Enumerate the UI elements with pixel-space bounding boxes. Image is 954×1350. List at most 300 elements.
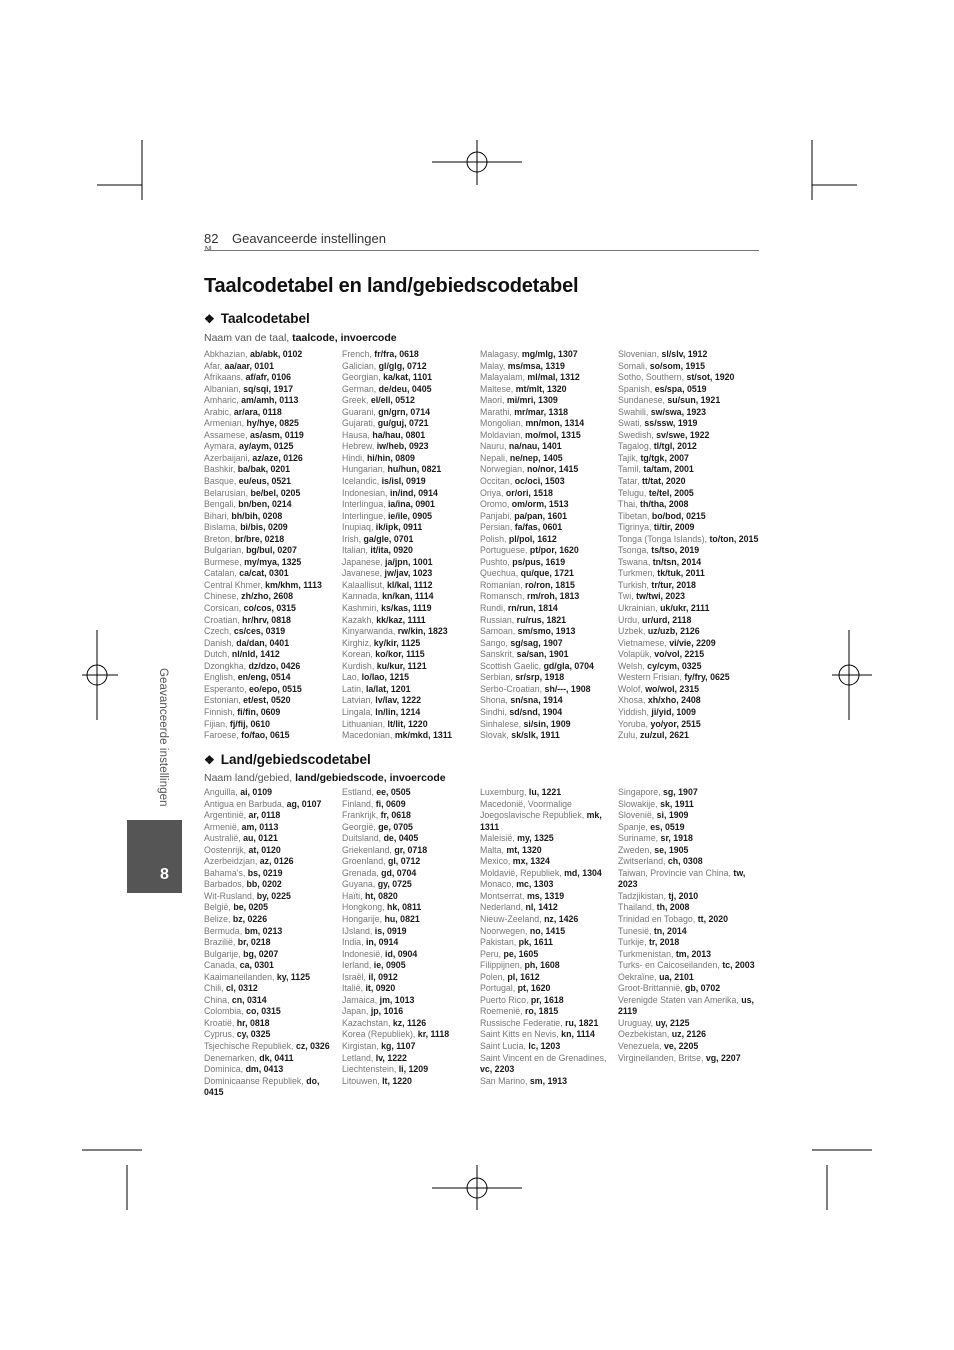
entry-code: sk/slk, 1911 (511, 730, 560, 741)
country-column (342, 787, 480, 1099)
entry-code: so/som, 1915 (649, 360, 706, 371)
entry-code: sk, 1911 (660, 798, 694, 809)
country-entry (480, 891, 618, 903)
entry-code: in/ind, 0914 (389, 487, 438, 498)
entry-code: kz, 1126 (392, 1017, 427, 1028)
entry-code: bs, 0219 (247, 867, 283, 878)
entry-name: Spanish, (618, 383, 655, 394)
language-entry (480, 441, 618, 453)
language-entry (204, 695, 342, 707)
entry-code: et/est, 0520 (243, 695, 291, 706)
language-entry (618, 349, 760, 361)
entry-code: uz, 2126 (671, 1029, 707, 1040)
language-entry (480, 661, 618, 673)
language-entry (480, 684, 618, 696)
entry-name: Slovenian, (618, 349, 662, 359)
language-entry (342, 534, 480, 546)
language-entry (342, 464, 480, 476)
country-entry (480, 914, 618, 926)
country-entry (618, 787, 760, 799)
country-entry (618, 891, 760, 903)
entry-code: ky/kir, 1125 (373, 637, 421, 648)
entry-code: ik/ipk, 0911 (375, 522, 423, 533)
entry-name: Azerbeidzjan, (204, 856, 260, 867)
country-entry (342, 868, 480, 880)
entry-code: wo/wol, 2315 (645, 683, 699, 694)
entry-code: ca/cat, 0301 (239, 568, 289, 579)
entry-code: sm, 1913 (529, 1075, 568, 1086)
entry-code: zh/zho, 2608 (241, 591, 293, 602)
language-entry (342, 557, 480, 569)
entry-name: Liechtenstein, (342, 1064, 399, 1075)
country-entry (618, 902, 760, 914)
entry-code: gn/grn, 0714 (378, 406, 431, 417)
entry-code: vo/vol, 2215 (654, 649, 705, 660)
entry-code: cz, 0326 (295, 1041, 330, 1052)
entry-name: Lao, (342, 672, 362, 683)
entry-name: Oezbekistan, (618, 1029, 672, 1040)
country-entry (342, 937, 480, 949)
entry-code: sr/srp, 1918 (515, 672, 565, 683)
entry-code: xh/xho, 2408 (647, 695, 701, 706)
entry-code: ks/kas, 1119 (381, 603, 432, 614)
country-entry (204, 822, 342, 834)
entry-code: fo/fao, 0615 (241, 730, 290, 741)
entry-name: Czech, (204, 626, 234, 637)
language-entry (618, 580, 760, 592)
entry-name: Hongarije, (342, 914, 385, 925)
entry-name: Abkhazian, (204, 349, 250, 359)
entry-code: bo/bod, 0215 (651, 510, 706, 521)
entry-code: hy/hye, 0825 (246, 418, 299, 429)
language-entry (618, 707, 760, 719)
language-entry (480, 476, 618, 488)
entry-name: Oriya, (480, 487, 506, 498)
entry-code: ur/urd, 2118 (641, 614, 692, 625)
entry-name: Bislama, (204, 522, 241, 533)
entry-name: Panjabi, (480, 510, 515, 521)
entry-code: jp, 1016 (370, 1006, 404, 1017)
entry-name: Montserrat, (480, 890, 527, 901)
entry-name: Interlingue, (342, 510, 388, 521)
language-entry (342, 568, 480, 580)
entry-code: vc, 2203 (480, 1064, 515, 1075)
language-entry (342, 730, 480, 742)
language-entry (342, 545, 480, 557)
entry-name: Bulgarian, (204, 545, 247, 556)
entry-name: Amharic, (204, 395, 242, 406)
entry-code: hi/hin, 0809 (366, 452, 415, 463)
entry-code: kk/kaz, 1111 (376, 614, 426, 625)
entry-name: Taiwan, Provincie van China, (618, 867, 734, 878)
entry-name: Guarani, (342, 406, 379, 417)
entry-name: België, (204, 902, 234, 913)
entry-name: Urdu, (618, 614, 642, 625)
entry-code: tl/tgl, 2012 (653, 441, 697, 452)
entry-code: vi/vie, 2209 (669, 637, 716, 648)
entry-code: aa/aar, 0101 (224, 360, 274, 371)
language-entry (480, 638, 618, 650)
entry-code: ba/bak, 0201 (237, 464, 291, 475)
entry-code: mn/mon, 1314 (525, 418, 585, 429)
entry-code: ab/abk, 0102 (249, 349, 303, 359)
entry-code: bm, 0213 (244, 925, 283, 936)
entry-name: Mexico, (480, 856, 513, 867)
entry-name: Anguilla, (204, 787, 241, 797)
entry-name: Chinese, (204, 591, 242, 602)
page-title: Taalcodetabel en land/gebiedscodetabel (204, 275, 579, 297)
entry-name: Assamese, (204, 429, 250, 440)
country-entry (204, 926, 342, 938)
language-entry (618, 545, 760, 557)
entry-name: Oekraïne, (618, 971, 660, 982)
entry-name: Dominicaanse Republiek, (204, 1075, 307, 1086)
entry-name: Tonga (Tonga Islands), (618, 533, 710, 544)
entry-name: Venezuela, (618, 1041, 664, 1052)
entry-code: fy/fry, 0625 (684, 672, 730, 683)
language-entry (480, 568, 618, 580)
side-chapter-label: Geavanceerde instellingen (157, 668, 169, 807)
entry-code: bi/bis, 0209 (240, 522, 288, 533)
language-entry (618, 626, 760, 638)
entry-name: Latvian, (342, 695, 376, 706)
country-entry (480, 787, 618, 799)
entry-code: gd/gla, 0704 (543, 660, 594, 671)
entry-name: Puerto Rico, (480, 994, 531, 1005)
entry-code: pt, 1620 (517, 983, 551, 994)
entry-name: Bahama's, (204, 867, 248, 878)
entry-code: gb, 0702 (684, 983, 721, 994)
language-entry (480, 499, 618, 511)
entry-code: mg/mlg, 1307 (521, 349, 578, 359)
language-entry (204, 568, 342, 580)
language-entry (480, 591, 618, 603)
entry-code: lt, 1220 (382, 1075, 412, 1086)
entry-name: Zwitserland, (618, 856, 668, 867)
entry-name: Haïti, (342, 890, 365, 901)
entry-name: Tibetan, (618, 510, 652, 521)
country-entry (342, 1053, 480, 1065)
entry-name: Irish, (342, 533, 364, 544)
entry-name: Norwegian, (480, 464, 527, 475)
entry-name: Turks- en Caicoseilanden, (618, 960, 723, 971)
entry-name: Noorwegen, (480, 925, 530, 936)
language-entry (618, 672, 760, 684)
entry-name: Danish, (204, 637, 237, 648)
country-entry (618, 799, 760, 811)
entry-name: Italië, (342, 983, 366, 994)
page-number: 82 (204, 231, 219, 246)
language-entry (342, 580, 480, 592)
entry-name: Luxemburg, (480, 787, 529, 797)
entry-name: Interlingua, (342, 499, 388, 510)
entry-name: Roemenië, (480, 1006, 525, 1017)
entry-code: fi/fin, 0609 (237, 706, 281, 717)
registration-mark-bottom (432, 1165, 522, 1210)
language-entry (204, 672, 342, 684)
language-entry (204, 603, 342, 615)
entry-name: Brazilië, (204, 937, 238, 948)
entry-name: Korean, (342, 649, 376, 660)
country-entry (342, 1041, 480, 1053)
language-entry (618, 591, 760, 603)
entry-name: Corsican, (204, 603, 244, 614)
entry-code: ve, 2205 (663, 1041, 699, 1052)
entry-code: dk, 0411 (259, 1052, 294, 1063)
entry-name: Tigrinya, (618, 522, 654, 533)
entry-name: Hausa, (342, 429, 373, 440)
language-entry (618, 615, 760, 627)
running-section-title: Geavanceerde instellingen (232, 231, 386, 246)
language-entry (204, 418, 342, 430)
entry-code: gr, 0718 (394, 844, 428, 855)
entry-code: bh/bih, 0208 (231, 510, 283, 521)
language-column (342, 349, 480, 742)
entry-name: Hongkong, (342, 902, 387, 913)
diamond-bullet-icon: ❖ (204, 753, 215, 767)
language-entry (204, 684, 342, 696)
entry-code: si, 1909 (656, 810, 689, 821)
country-entry (480, 1076, 618, 1088)
entry-code: pt/por, 1620 (529, 545, 579, 556)
entry-code: ro/ron, 1815 (525, 579, 575, 590)
language-entry (204, 730, 342, 742)
country-entry (618, 1041, 760, 1053)
entry-code: sr, 1918 (660, 833, 693, 844)
entry-name: Central Khmer, (204, 579, 266, 590)
country-entry (204, 799, 342, 811)
entry-code: zu/zul, 2621 (640, 730, 689, 741)
country-entry (618, 833, 760, 845)
country-entry (204, 1018, 342, 1030)
language-entry (204, 499, 342, 511)
language-entry (204, 395, 342, 407)
entry-code: br, 0218 (237, 937, 271, 948)
entry-name: Kashmiri, (342, 603, 382, 614)
entry-code: kn, 1114 (561, 1029, 595, 1040)
entry-name: Esperanto, (204, 683, 249, 694)
entry-code: mt/mlt, 1320 (515, 383, 567, 394)
entry-code: mo/mol, 1315 (525, 429, 581, 440)
entry-code: it, 0920 (365, 983, 396, 994)
entry-name: Twi, (618, 591, 637, 602)
entry-code: gu/guj, 0721 (377, 418, 429, 429)
language-entry (618, 719, 760, 731)
entry-code: ca, 0301 (239, 960, 274, 971)
entry-code: gy, 0725 (377, 879, 412, 890)
entry-name: Armenië, (204, 821, 242, 832)
language-entry (618, 603, 760, 615)
entry-code: mr/mar, 1318 (514, 406, 569, 417)
language-entry (480, 349, 618, 361)
entry-name: Turkmen, (618, 568, 658, 579)
entry-name: Sanskrit, (480, 649, 517, 660)
entry-code: us, 2119 (618, 994, 754, 1017)
language-entry (618, 384, 760, 396)
entry-name: Western Frisian, (618, 672, 685, 683)
entry-name: Italian, (342, 545, 371, 556)
language-entry (618, 684, 760, 696)
language-entry (204, 522, 342, 534)
entry-name: Maori, (480, 395, 507, 406)
entry-code: fr, 0618 (380, 810, 411, 821)
entry-code: uy, 2125 (655, 1017, 690, 1028)
language-entry (618, 557, 760, 569)
entry-code: tg/tgk, 2007 (640, 452, 689, 463)
column-header-name: Naam land/gebied, (204, 772, 293, 784)
entry-name: Griekenland, (342, 844, 395, 855)
language-entry (618, 476, 760, 488)
entry-code: ps/pus, 1619 (512, 556, 566, 567)
language-entry (342, 384, 480, 396)
chapter-tab (127, 820, 182, 893)
entry-code: ga/gle, 0701 (363, 533, 414, 544)
entry-code: az, 0126 (259, 856, 294, 867)
entry-code: pl, 1612 (507, 971, 540, 982)
entry-name: Tsonga, (618, 545, 652, 556)
country-entry (480, 856, 618, 868)
entry-name: Korea (Republiek), (342, 1029, 418, 1040)
entry-name: Kannada, (342, 591, 383, 602)
entry-code: uk/ukr, 2111 (660, 603, 710, 614)
country-entry (480, 845, 618, 857)
entry-code: sg, 1907 (663, 787, 698, 797)
entry-name: Greek, (342, 395, 371, 406)
entry-code: sw/swa, 1923 (650, 406, 707, 417)
country-entry (342, 949, 480, 961)
entry-code: ro, 1815 (525, 1006, 559, 1017)
country-entry (480, 1053, 618, 1076)
language-entry (342, 719, 480, 731)
entry-name: French, (342, 349, 375, 359)
language-entry (480, 395, 618, 407)
entry-name: Tunesië, (618, 925, 654, 936)
entry-code: jm, 1013 (379, 994, 415, 1005)
entry-name: Frankrijk, (342, 810, 381, 821)
language-entry (342, 638, 480, 650)
entry-code: pk, 1611 (518, 937, 553, 948)
entry-code: lv, 1222 (375, 1052, 407, 1063)
entry-name: Tamil, (618, 464, 644, 475)
entry-name: Saint Vincent en de Grenadines, (480, 1052, 607, 1063)
entry-name: Kroatië, (204, 1017, 237, 1028)
entry-name: Kalaallisut, (342, 579, 387, 590)
entry-code: my, 1325 (517, 833, 554, 844)
entry-code: tn, 2014 (653, 925, 687, 936)
country-entry (204, 995, 342, 1007)
entry-name: Peru, (480, 948, 504, 959)
entry-code: fi, 0609 (375, 798, 406, 809)
entry-code: ru, 1821 (565, 1017, 599, 1028)
entry-code: co, 0315 (246, 1006, 281, 1017)
entry-code: bb, 0202 (246, 879, 282, 890)
entry-code: lo/lao, 1215 (361, 672, 410, 683)
country-entry (342, 1018, 480, 1030)
entry-code: or/ori, 1518 (505, 487, 553, 498)
entry-name: Tagalog, (618, 441, 654, 452)
country-entry (618, 1029, 760, 1041)
entry-name: Turkije, (618, 937, 649, 948)
entry-code: nl/nld, 1412 (231, 649, 280, 660)
entry-name: Swedish, (618, 429, 657, 440)
entry-name: Thailand, (618, 902, 657, 913)
language-entry (480, 672, 618, 684)
entry-name: Kaaimaneilanden, (204, 971, 277, 982)
entry-code: sv/swe, 1922 (656, 429, 710, 440)
entry-code: hr/hrv, 0818 (242, 614, 291, 625)
entry-name: Slovenië, (618, 810, 657, 821)
country-entry (618, 868, 760, 891)
entry-name: Serbo-Croatian, (480, 683, 545, 694)
entry-name: Marathi, (480, 406, 515, 417)
entry-code: ta/tam, 2001 (643, 464, 694, 475)
entry-code: tr, 2018 (648, 937, 680, 948)
country-entry (618, 856, 760, 868)
entry-code: ag, 0107 (286, 798, 322, 809)
entry-code: mc, 1303 (516, 879, 554, 890)
entry-code: lv/lav, 1222 (375, 695, 422, 706)
entry-name: Quechua, (480, 568, 521, 579)
entry-name: Welsh, (618, 660, 648, 671)
language-entry (204, 707, 342, 719)
country-entry (204, 856, 342, 868)
country-entry (618, 1018, 760, 1030)
entry-name: German, (342, 383, 379, 394)
entry-name: Icelandic, (342, 476, 382, 487)
country-column (618, 787, 760, 1099)
entry-code: cy/cym, 0325 (647, 660, 702, 671)
entry-code: ia/ina, 0901 (387, 499, 435, 510)
entry-name: Israël, (342, 971, 369, 982)
country-entry (480, 1006, 618, 1018)
entry-name: Somali, (618, 360, 650, 371)
entry-name: Argentinië, (204, 810, 249, 821)
entry-name: Polen, (480, 971, 508, 982)
country-entry (342, 1064, 480, 1076)
country-code-table (204, 787, 760, 1099)
country-entry (342, 972, 480, 984)
country-column (204, 787, 342, 1099)
entry-code: qu/que, 1721 (520, 568, 574, 579)
entry-name: Finland, (342, 798, 376, 809)
entry-name: Ierland, (342, 960, 374, 971)
country-entry (204, 902, 342, 914)
entry-code: tw/twi, 2023 (636, 591, 685, 602)
entry-code: de, 0405 (383, 833, 419, 844)
entry-name: Indonesië, (342, 948, 386, 959)
language-entry (342, 591, 480, 603)
language-entry (204, 407, 342, 419)
language-entry (204, 372, 342, 384)
entry-code: kl/kal, 1112 (387, 579, 433, 590)
country-entry (480, 833, 618, 845)
country-entry (480, 995, 618, 1007)
entry-name: Trinidad en Tobago, (618, 914, 698, 925)
country-entry (342, 879, 480, 891)
entry-name: Denemarken, (204, 1052, 260, 1063)
entry-name: Mongolian, (480, 418, 526, 429)
entry-name: Bengali, (204, 499, 239, 510)
entry-name: Bulgarije, (204, 948, 244, 959)
entry-code: de/deu, 0405 (378, 383, 432, 394)
entry-code: om/orm, 1513 (511, 499, 569, 510)
country-entry (204, 960, 342, 972)
entry-name: English, (204, 672, 238, 683)
entry-name: Portugal, (480, 983, 518, 994)
entry-name: Turkmenistan, (618, 948, 676, 959)
entry-code: sg/sag, 1907 (510, 637, 563, 648)
language-entry (342, 372, 480, 384)
